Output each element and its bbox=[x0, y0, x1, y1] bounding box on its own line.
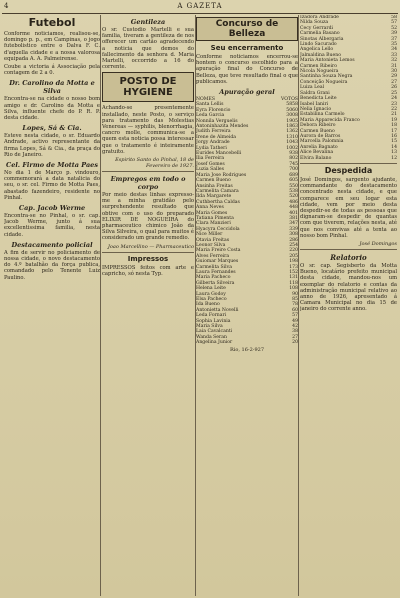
vote-count: 60 bbox=[292, 307, 298, 313]
vote-count: 49 bbox=[292, 318, 298, 324]
contestant-name: Sinotas Albergaria bbox=[300, 36, 344, 42]
contestant-name: Elvira Balano bbox=[300, 155, 332, 161]
vote-count: 286 bbox=[289, 237, 298, 243]
vote-count: 27 bbox=[292, 334, 298, 340]
vote-count: 42 bbox=[292, 324, 298, 330]
concurso-title: Concurso de Belleza bbox=[196, 17, 298, 41]
football-heading: Futebol bbox=[28, 16, 76, 29]
contestant-name: Angelica Lello bbox=[300, 47, 334, 53]
column-2 bbox=[102, 15, 194, 596]
despedida-signature: José Domingos bbox=[359, 241, 397, 247]
impressos-text: IMPRESSOS feitos com arte e capricho, só nesta Typ. bbox=[102, 264, 194, 277]
contestant-name: Leonor Silva bbox=[196, 242, 226, 248]
vote-count: 1310 bbox=[286, 134, 298, 140]
col1-section-title: Destacamento policial bbox=[11, 240, 93, 249]
column-3 bbox=[196, 15, 298, 596]
vote-count: 205 bbox=[289, 253, 298, 259]
contestant-name: Helena Leite bbox=[196, 286, 226, 292]
impressos-title: Impressos bbox=[127, 254, 169, 263]
vote-count: 78 bbox=[292, 302, 298, 308]
vote-count: 85 bbox=[292, 297, 298, 303]
vote-count: 26 bbox=[391, 85, 397, 91]
contestant-name: Izadora Andrade bbox=[300, 15, 339, 20]
col1-section-text: No dia 1 de Março p. vindouro, commemorará a data natalicia do seu, o sr. cel. Firmo de Motta Paes, abastado fazendeiro, residente no Pinhal. bbox=[4, 170, 100, 201]
vote-count: 57 bbox=[391, 20, 397, 26]
votes-row bbox=[196, 340, 298, 345]
contestant-name: Otavia Freitas bbox=[196, 237, 230, 243]
contestant-name: Maria Silva bbox=[196, 324, 223, 330]
relatorio-title: Relatorio bbox=[330, 253, 367, 262]
empregos-signature: Joao Marcellino — Pharmaceutico bbox=[107, 243, 194, 250]
contestant-name: Nelia Ignacio bbox=[300, 106, 332, 112]
vote-count: 30 bbox=[391, 69, 397, 75]
vote-count: 347 bbox=[289, 221, 298, 227]
vote-count: 339 bbox=[289, 226, 298, 232]
top-votes-body bbox=[300, 15, 397, 161]
contestant-name: Ilda Margarete bbox=[196, 194, 232, 200]
contestant-name: Hyacyra Ceccidola bbox=[196, 226, 240, 232]
vote-count: 401 bbox=[289, 210, 298, 216]
contestant-name: Carmelita Camara bbox=[196, 188, 239, 194]
vote-count: 33 bbox=[391, 52, 397, 58]
vote-count: 118 bbox=[289, 280, 298, 286]
vote-count: 37 bbox=[391, 36, 397, 42]
vote-count: 1863 bbox=[286, 124, 298, 130]
vote-count: 13 bbox=[391, 150, 397, 156]
contestant-name: Josef Gomes bbox=[196, 161, 225, 167]
divider bbox=[102, 171, 194, 172]
contestant-name: Benedicta Leite bbox=[300, 96, 337, 102]
apuracao-title: Apuração geral bbox=[219, 88, 275, 97]
top-votes-table bbox=[300, 15, 397, 161]
concurso-subtitle: Seu encerramento bbox=[210, 44, 284, 52]
despedida-title: Despedida bbox=[324, 165, 373, 175]
contestant-name: Lindo Sacurado bbox=[300, 42, 337, 48]
posto-hygiene-text: Achando-se presentemente installado, neste Posto, o serviço para tratamento das Molestias Venereas — syphilis, blenorrhagia, cancro molle, communica-se a quem esta noticia possa interessar que o tratamento é inteiramente gratuito. bbox=[102, 105, 194, 155]
col1-section-title: Lopes, Sá & Cia. bbox=[22, 124, 82, 133]
column-1 bbox=[4, 15, 100, 596]
gentileza-text: O sr. Custodio Martelli e sua familia, tiveram a gentileza de nos offerecer um cartão agradecendo a noticia que demos do fallecimento da senhora d. Maria Martelli, occorrido a 16 do corrente. bbox=[102, 27, 194, 71]
contestant-name: Carmen Ribeiro bbox=[300, 63, 337, 69]
page-number: 4 bbox=[4, 2, 10, 10]
vote-count: 220 bbox=[289, 248, 298, 254]
vote-count: 152 bbox=[289, 270, 298, 276]
vote-count: 20 bbox=[292, 340, 298, 346]
vote-count: 108 bbox=[289, 286, 298, 292]
contestant-name: Debora Ribeiro bbox=[300, 123, 336, 129]
contestant-name: Nicola Nogueira bbox=[300, 69, 339, 75]
relatorio-text: O sr. cap. Segisberto da Motta Bueno, locatário prefeito municipal desta cidade, mandou-nos um exemplar do relatorio e contas da administração municipal relativo ao anno de 1926, apresentado á Camara Municipal no dia 15 de janeiro do corrente anno. bbox=[300, 263, 397, 313]
despedida-text: José Domingos, sargento ajudante, commandante do destacamento concentrado nesta cidade, e que comparece em seu logar esta cidade, vem por meio desta despedir-se de todas as pessoas que dignaram-se despedir de quantas com que tiverem, relações nesta, até que nos convivas até a tenta ao nosso bom Pinhal. bbox=[300, 176, 397, 239]
vote-count: 381 bbox=[289, 215, 298, 221]
contestant-name: Cuthbertha Caldas bbox=[196, 199, 240, 205]
contestant-name: Saldra Grani bbox=[300, 90, 330, 96]
vote-count: 38 bbox=[292, 329, 298, 335]
contestant-name: Nice Miller bbox=[196, 232, 223, 238]
vote-count: 35 bbox=[391, 42, 397, 48]
col1-section-text: Encontra-se na cidade o nosso bom amigo e dr. Carolino da Motta e Silva, influente chefe do P. R. P. desta cidade. bbox=[4, 96, 100, 122]
contestant-name: Isabel Ianiri bbox=[300, 101, 329, 107]
vote-count: 52 bbox=[391, 25, 397, 31]
vote-count: 32 bbox=[391, 58, 397, 64]
divider bbox=[102, 252, 194, 253]
col1-section-text: A fim de servir no policiamento de nossa cidade, o novo destacamento do 4.º batalhão da força publica, comandado pelo Tenente Luiz Paulino. bbox=[4, 249, 100, 281]
contestant-name: Santa Lellis bbox=[196, 102, 224, 108]
vote-count: 18 bbox=[391, 123, 397, 129]
contestant-name: Eurides Mancebelli bbox=[196, 151, 242, 157]
contestant-name: Carmen Bueno bbox=[196, 178, 231, 184]
vote-count: 21 bbox=[391, 112, 397, 118]
vote-count: 3008 bbox=[286, 113, 298, 119]
contestant-name: Maria Jose Rodrigues bbox=[196, 172, 247, 178]
contestant-name: Ansinha Freitas bbox=[196, 183, 233, 189]
vote-count: 1002 bbox=[286, 145, 298, 151]
vote-count: 605 bbox=[289, 178, 298, 184]
contestant-name: Anna Neves bbox=[196, 205, 224, 211]
contestant-name: Aurora de Barros bbox=[300, 133, 341, 139]
vote-count: 1905 bbox=[286, 118, 298, 124]
vote-count: 14 bbox=[391, 144, 397, 150]
contestant-name: Jorgy Andrade bbox=[196, 140, 230, 146]
contestant-name: Luiza Leal bbox=[300, 85, 325, 91]
contestant-name: Alice Bevalina bbox=[300, 150, 334, 156]
vote-count: 39 bbox=[391, 31, 397, 37]
vote-count: 34 bbox=[391, 47, 397, 53]
contestant-name: Nonnila Verguelis bbox=[196, 118, 238, 124]
votes-body bbox=[196, 102, 298, 345]
votes-header-votes: VOTOS bbox=[281, 97, 298, 103]
vote-count: 254 bbox=[289, 242, 298, 248]
contestant-name: Maria Apparecida Franco bbox=[300, 117, 360, 123]
col1-section-text: Coube a victoria á Associação pela contagem de 2 a 0. bbox=[4, 64, 100, 77]
divider bbox=[300, 163, 397, 164]
contestant-name: Anrelia Bagnato bbox=[300, 144, 338, 150]
divider bbox=[300, 249, 397, 250]
vote-count: 15 bbox=[391, 139, 397, 145]
contestant-name: Maria Pacheco bbox=[196, 275, 231, 281]
contestant-name: Nilda Souza bbox=[300, 20, 329, 26]
concurso-intro: Conforme noticiamos encerrou-se hontem o concurso escolhido para a apuração final do Concurso de Belleza, que teve resultado final o que publicamos. bbox=[196, 54, 298, 85]
vote-count: 27 bbox=[391, 79, 397, 85]
vote-count: 538 bbox=[289, 188, 298, 194]
contestant-name: Marcella Palomnia bbox=[300, 139, 344, 145]
contestant-name: Clara Manzieri bbox=[196, 221, 231, 227]
contestant-name: Jalmaldina Bueno bbox=[300, 52, 341, 58]
empregos-title: Empregos em todo o corpo bbox=[110, 175, 186, 192]
col1-section-text: Esteve nesta cidade, o sr. Eduardo Andrade, activo representante da firma Lopes, Sá & Cia., da praça do Rio de Janeiro. bbox=[4, 133, 100, 158]
col1-section-text: Encontra-se no Pinhal, o sr. cap. Jacob Werme, junto á sua excellentissima familia, nesta cidade. bbox=[4, 213, 100, 238]
contestant-name: Lydia Tatheri bbox=[196, 145, 227, 151]
contestant-name: Guiomar Marques bbox=[196, 259, 239, 265]
contestant-name: Carmelita Silva bbox=[196, 264, 232, 270]
contestant-name: Gilberta Silveira bbox=[196, 280, 235, 286]
contestant-name: Angelina Junior bbox=[196, 340, 233, 346]
vote-count: 24 bbox=[391, 96, 397, 102]
contestant-name: Antonietta Novelli bbox=[196, 307, 239, 313]
column-divider bbox=[100, 15, 101, 596]
vote-count: 550 bbox=[289, 183, 298, 189]
column-divider bbox=[298, 15, 299, 596]
votes-header-name: NOMES bbox=[196, 97, 215, 103]
vote-count: 22 bbox=[391, 106, 397, 112]
contestant-name: Laura Fernandes bbox=[196, 270, 236, 276]
votes-table bbox=[196, 97, 298, 346]
posto-hygiene-title: POSTO DE HYGIENE bbox=[102, 72, 194, 102]
contestant-name: Maria Freire Costa bbox=[196, 248, 241, 254]
contestant-name: Maria Antonieta Lemos bbox=[300, 58, 355, 64]
contestant-name: Elsa Pacheco bbox=[196, 297, 227, 303]
contestant-name: Conceição Nogueira bbox=[300, 79, 348, 85]
contestant-name: Laura Godoy bbox=[196, 291, 226, 297]
vote-count: 23 bbox=[391, 101, 397, 107]
col1-section-title: Cap. Jacob Werme bbox=[18, 204, 86, 213]
vote-count: 198 bbox=[289, 259, 298, 265]
vote-count: 308 bbox=[289, 232, 298, 238]
contestant-name: Sophia Lavinia bbox=[196, 318, 231, 324]
contestant-name: Leda Fornari bbox=[196, 313, 227, 319]
contestant-name: Antoninhazita Mendes bbox=[196, 124, 249, 130]
vote-count: 1043 bbox=[286, 140, 298, 146]
col1-sections bbox=[4, 31, 100, 281]
vote-count: 700 bbox=[289, 167, 298, 173]
vote-count: 173 bbox=[289, 264, 298, 270]
contestant-name: Wanda Seran bbox=[196, 334, 227, 340]
vote-count: 57 bbox=[292, 313, 298, 319]
contestant-name: Ilia Ferreira bbox=[196, 156, 225, 162]
concurso-footer: Rio, 16-2-927 bbox=[229, 346, 265, 353]
vote-count: 58 bbox=[391, 15, 397, 20]
newspaper-title: A GAZETA bbox=[177, 2, 223, 10]
contestant-name: Maria Gomes bbox=[196, 210, 228, 216]
vote-count: 17 bbox=[391, 128, 397, 134]
gentileza-title: Gentileza bbox=[130, 18, 166, 26]
vote-count: 1362 bbox=[286, 129, 298, 135]
column-4 bbox=[300, 15, 397, 596]
vote-count: 25 bbox=[391, 90, 397, 96]
vote-count: 90 bbox=[292, 291, 298, 297]
vote-count: 131 bbox=[289, 275, 298, 281]
contestant-name: Leda Garcia bbox=[196, 113, 225, 119]
top-votes-row bbox=[300, 156, 397, 161]
col1-section-text: Conforme noticiamos, realisou-se, domingo p. p., em Campinas, o jogo futebolistico entre o Dalva F. C. d'aquella cidade e a nossa valorosa equipada A. A. Palmeirense. bbox=[4, 31, 100, 62]
contestant-name: Carmen Bueno bbox=[300, 128, 335, 134]
masthead-rule bbox=[2, 13, 398, 14]
col1-section-title: Cel. Firmo de Motta Paes bbox=[6, 161, 98, 170]
vote-count: 802 bbox=[289, 156, 298, 162]
contestant-name: Alves Ferreira bbox=[196, 253, 230, 259]
contestant-name: Tatiana Pimenta bbox=[196, 215, 234, 221]
vote-count: 520 bbox=[289, 194, 298, 200]
vote-count: 5060 bbox=[286, 107, 298, 113]
vote-count: 745 bbox=[289, 161, 298, 167]
contestant-name: Judith Ferreira bbox=[196, 129, 231, 135]
vote-count: 938 bbox=[289, 151, 298, 157]
contestant-name: Estabilina Carmelo bbox=[300, 112, 345, 118]
contestant-name: Eyra Florencio bbox=[196, 107, 231, 113]
contestant-name: Ida Bueno bbox=[196, 302, 220, 308]
contestant-name: Santinha Souza Negra bbox=[300, 74, 353, 80]
contestant-name: Laia Cavalcanti bbox=[196, 329, 233, 335]
contestant-name: Irene de Almeida bbox=[196, 134, 236, 140]
vote-count: 12 bbox=[391, 155, 397, 161]
col1-section-title: Dr. Carolino da Motta e Silva bbox=[9, 79, 95, 96]
vote-count: 689 bbox=[289, 172, 298, 178]
vote-count: 448 bbox=[289, 205, 298, 211]
vote-count: 486 bbox=[289, 199, 298, 205]
vote-count: 31 bbox=[391, 63, 397, 69]
posto-hygiene-signature: Espirito Santo do Pinhal, 18 de Fevereiro de 1927. bbox=[115, 157, 194, 170]
vote-count: 29 bbox=[391, 74, 397, 80]
contestant-name: Carmelia Basano bbox=[300, 31, 340, 37]
empregos-text: Por meio destas linhas expresso-me a minha gratidão pelo surprehendente resultado que obtive com o uso do preparado ELIXIR DE NOGUEIRA do pharmaceutico chimico João da Silva Silveira, o qual para muitos é considerado um grande remedio. bbox=[102, 192, 194, 242]
vote-count: 5858 bbox=[286, 102, 298, 108]
vote-count: 16 bbox=[391, 133, 397, 139]
contestant-name: Luzia Salles bbox=[196, 167, 224, 173]
vote-count: 19 bbox=[391, 117, 397, 123]
contestant-name: Cecy Gerrardi bbox=[300, 25, 333, 31]
